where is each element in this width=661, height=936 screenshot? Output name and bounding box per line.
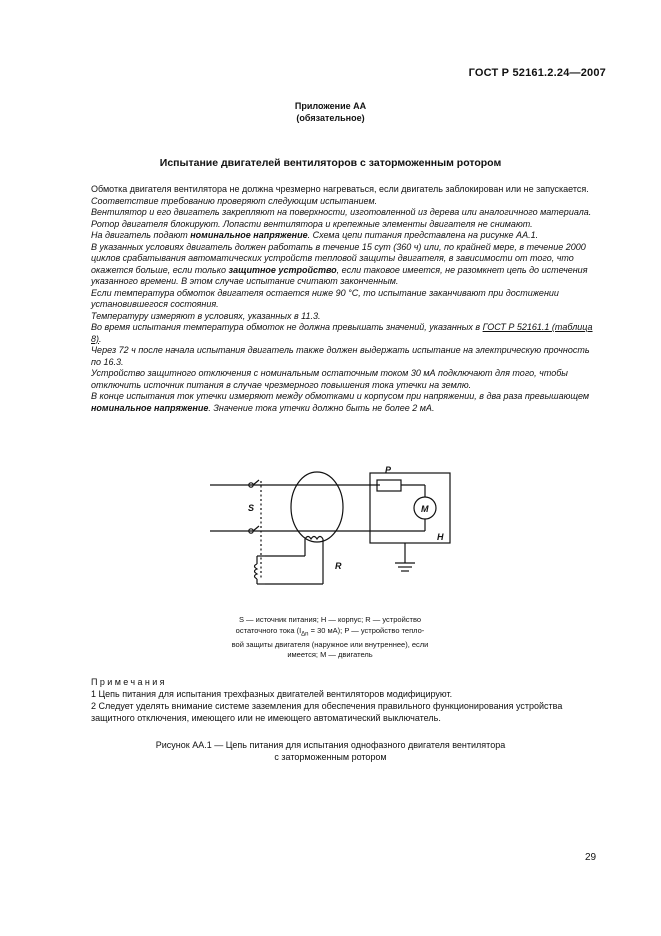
paragraph: Во время испытания температура обмоток не должна превышать значений, указанных в ГОСТ Р 52161.1 (таблица 8). (91, 322, 593, 344)
circuit-diagram (205, 461, 455, 591)
notes (91, 676, 601, 724)
paragraph: Температуру измеряют в условиях, указанных в 11.3. (91, 310, 321, 321)
defined-term: номинальное напряжение (190, 230, 308, 240)
paragraph-text: Обмотка двигателя вентилятора не должна чрезмерно нагреваться, если двигатель заблокирован или не запускается. (91, 184, 589, 194)
note-item: 2 Следует уделять внимание системе заземления для обеспечения правильного функционирования устройства защитного отключения, имеющего или не имеющего автоматический выключатель. (91, 701, 563, 723)
label-p: P (385, 465, 392, 475)
label-m: M (421, 504, 429, 514)
rcd-coil (305, 537, 323, 540)
label-s: S (248, 503, 255, 513)
figure-caption: Рисунок АА.1 — Цепь питания для испытания однофазного двигателя вентилятора с заторможенным ротором (155, 740, 506, 762)
paragraph: На двигатель подают номинальное напряжение. Схема цепи питания представлена на рисунке АА.1. (91, 230, 539, 240)
legend-line: S — источник питания; H — корпус; R — устройство (238, 615, 422, 624)
legend-line: имеется; M — двигатель (287, 650, 373, 659)
label-h: H (437, 532, 444, 542)
defined-term: номинальное напряжение (91, 402, 209, 413)
paragraph: Вентилятор и его двигатель закрепляют на поверхности, изготовленной из дерева или аналогичного материала. Ротор двигателя блокируют. Лопасти вентилятора и крепежные элементы двигателя не снимают. (91, 207, 592, 229)
note-item: 1 Цепь питания для испытания трехфазных двигателей вентиляторов модифицируют. (91, 689, 453, 699)
document-header: ГОСТ Р 52161.2.24—2007 (468, 67, 606, 79)
thermal-protector (377, 480, 401, 491)
trip-coil (255, 564, 258, 579)
paragraph: Соответствие требованию проверяют следующим испытанием. (91, 195, 378, 206)
notes-title: Примечания (91, 677, 167, 687)
appendix-heading (0, 100, 661, 124)
body-text (91, 184, 599, 414)
paragraph: Устройство защитного отключения с номинальным остаточным током 30 мА подключают для того, чтобы отключить источник питания в случае чрезмерного повышения тока утечки на землю. (91, 368, 568, 390)
switch-blade (253, 526, 259, 531)
paragraph: В указанных условиях двигатель должен работать в течение 15 сут (360 ч) или, по крайней мере, в течение 2000 циклов срабатывания автоматических устройств тепловой защиты двигателя, в зависимости от того, что окажется больше, если только защитное устройство, если таковое имеется, не разомкнет цепь до истечения указанного времени. В этом случае испытание считают законченным. (91, 241, 588, 286)
section-title: Испытание двигателей вентиляторов с заторможенным ротором (159, 157, 502, 169)
standard-reference-link[interactable]: ГОСТ Р 52161.1 (таблица 8) (91, 322, 593, 344)
switch-blade (253, 480, 259, 485)
paragraph (91, 184, 599, 196)
label-r: R (335, 561, 342, 571)
legend-line: вой защиты двигателя (наружное или внутреннее), если (231, 639, 429, 649)
defined-term: защитное устройство (228, 264, 337, 275)
appendix-title: Приложение АА (294, 101, 367, 111)
appendix-subtitle: (обязательное) (296, 113, 365, 123)
paragraph: Если температура обмоток двигателя остается ниже 90 °С, то испытание заканчивают при достижении установившегося состояния. (91, 287, 559, 309)
figure-legend (195, 615, 465, 661)
legend-line: остаточного тока ($I_{\Delta n} = 30$ мА); P — устройство тепло- (235, 625, 425, 637)
page-number: 29 (585, 852, 597, 863)
paragraph: В конце испытания ток утечки измеряют между обмотками и корпусом при напряжении, в два раза превышающем номинальное напряжение. Значение тока утечки должно быть не более 2 мА. (91, 391, 590, 413)
paragraph: Через 72 ч после начала испытания двигатель также должен выдержать испытание на электрическую прочность по 16.3. (91, 345, 590, 367)
